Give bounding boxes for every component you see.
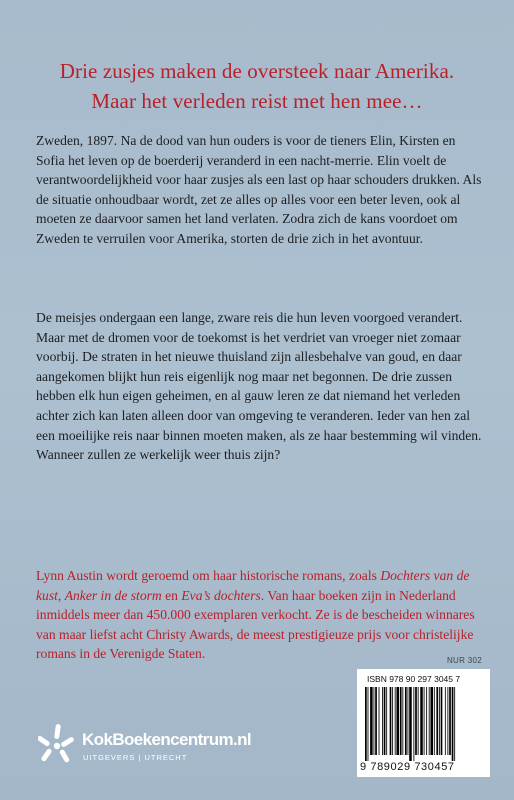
bio-part-1: Lynn Austin wordt geroemd om haar historische romans, zoals: [36, 568, 381, 583]
barcode-bar: [365, 687, 367, 761]
barcode-bar: [430, 687, 433, 755]
barcode-icon: [363, 687, 484, 761]
publisher-name: KokBoekencentrum.nl: [82, 730, 252, 749]
publisher-logo: [38, 722, 298, 772]
barcode-bar: [429, 687, 430, 755]
synopsis-text-1: Zweden, 1897. Na de dood van hun ouders is voor de tieners Elin, Kirsten en Sofia het leven op de boerderij veranderd in een nacht-merrie. Elin voelt de verantwoordelijkheid voor haar zusjes als een last op haar schouders drukken. Als de situatie onhoudbaar wordt, zet ze alles op alles voor een beter leven, ook al moeten ze daarvoor samen het land verlaten. Zodra zich de kans voordoet om Zweden te verruilen voor Amerika, storten de drie zich in het avontuur.: [36, 133, 482, 246]
barcode-bar: [454, 687, 455, 761]
barcode-bar: [415, 687, 417, 755]
barcode-bar: [408, 687, 409, 755]
barcode-bar: [405, 687, 407, 755]
barcode-bar: [374, 687, 375, 755]
barcode-bar: [413, 687, 414, 761]
barcode-bar: [434, 687, 435, 755]
barcode-bar: [375, 687, 377, 755]
barcode-bar: [445, 687, 446, 755]
barcode-bar: [439, 687, 440, 755]
book-title-1: Dochters van de kust: [36, 568, 470, 603]
barcode-bar: [395, 687, 396, 755]
synopsis-paragraph-1: [36, 131, 482, 249]
tagline-line-2: Maar het verleden reist met hen mee…: [91, 89, 423, 113]
tagline: [20, 56, 494, 116]
barcode-bar: [441, 687, 443, 755]
barcode-bar: [390, 687, 392, 755]
barcode-bar: [409, 687, 412, 761]
synopsis-paragraph-2: [36, 308, 482, 465]
bio-part-2: . Van haar boeken zijn in Nederland inmiddels meer dan 450.000 exemplaren verkocht. Ze is de bescheiden winnares van maar liefst acht Christy Awards, de meest prestigieuze prijs voor christelijke romans in de Verenigde Staten.: [36, 587, 475, 662]
barcode-bar: [447, 687, 448, 755]
barcode-bar: [452, 687, 454, 761]
barcode-bar: [384, 687, 386, 755]
nur-code: NUR 302: [446, 656, 482, 665]
tagline-line-1: Drie zusjes maken de oversteek naar Amerika.: [59, 59, 455, 83]
barcode-digits: 9 789029 730457: [360, 761, 455, 773]
barcode-bar: [424, 687, 425, 755]
sparkle-mark-icon: [38, 722, 78, 766]
barcode-bar: [382, 687, 383, 755]
author-bio-text: [36, 566, 482, 664]
barcode-bar: [426, 687, 427, 755]
barcode-bar: [400, 687, 402, 755]
barcode-bar: [436, 687, 438, 755]
author-bio: [36, 566, 482, 664]
barcode-panel: [357, 669, 490, 777]
barcode-bar: [449, 687, 451, 755]
barcode-bar: [420, 687, 423, 755]
barcode-bar: [370, 687, 373, 755]
book-title-2: Anker in de storm: [64, 587, 162, 603]
barcode-bar: [386, 687, 387, 755]
bio-sep-1: ,: [57, 587, 65, 603]
barcode-bar: [418, 687, 419, 755]
isbn-label: ISBN 978 90 297 3045 7: [367, 674, 461, 684]
publisher-subtitle: UITGEVERS | UTRECHT: [83, 753, 188, 762]
synopsis-text-2: De meisjes ondergaan een lange, zware reis die hun leven voorgoed verandert. Maar met de dromen voor de toekomst is het verdriet van vroeger niet zomaar voorbij. De straten in het nieuwe thuisland zijn allesbehalve van goud, en daar aangekomen blijkt hun reis eigenlijk nog maar net begonnen. De drie zussen hebben elk hun eigen geheimen, en al gauw leren ze dat niemand het verleden achter zich kan laten alleen door van omgeving te veranderen. Ieder van hen zal een moeilijke reis naar binnen moeten maken, als ze haar bestemming wil vinden. Wanneer zullen ze werkelijk weer thuis zijn?: [36, 310, 482, 463]
bio-sep-2: en: [161, 587, 182, 603]
barcode-bar: [368, 687, 369, 761]
book-title-3: Eva’s dochters: [181, 587, 261, 603]
barcode-bar: [379, 687, 380, 755]
barcode-bar: [402, 687, 403, 755]
barcode-bar: [396, 687, 399, 755]
barcode-bar: [392, 687, 393, 755]
